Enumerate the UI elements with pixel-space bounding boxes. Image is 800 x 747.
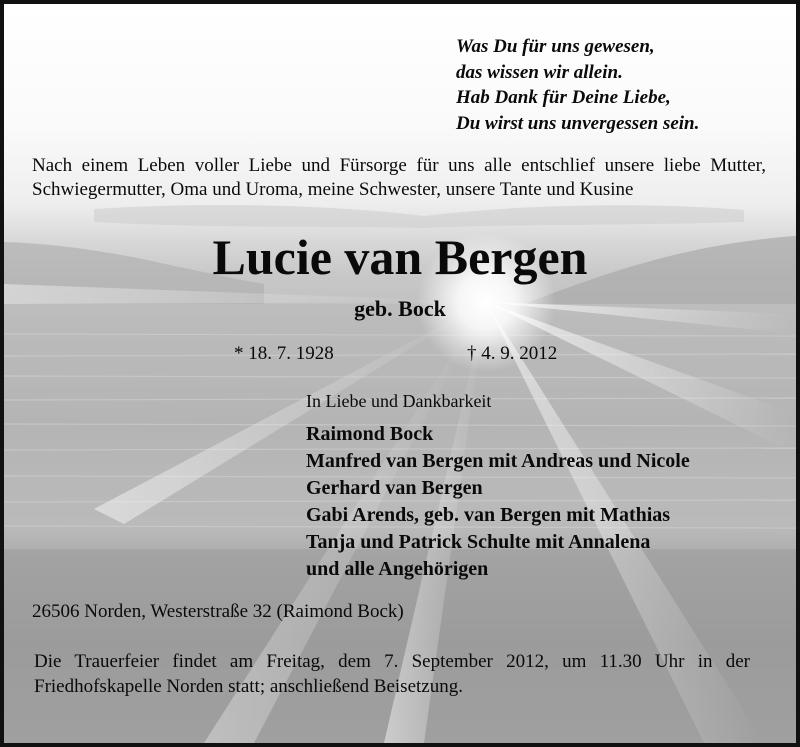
poem-line: Du wirst uns unvergessen sein. [456, 112, 700, 134]
mourner-entry: Manfred van Bergen mit Andreas und Nicole [306, 450, 690, 472]
thanks-line: In Liebe und Dankbarkeit [306, 391, 492, 411]
mourner-entry: und alle Angehörigen [306, 558, 489, 580]
mourner-entry: Raimond Bock [306, 423, 434, 445]
intro-text: Nach einem Leben voller Liebe und Fürsorge für uns alle entschlief unsere liebe Mutter, Schwiegermutter, Oma und Uroma, meine Schwester, unsere Tante und Kusine [32, 155, 766, 200]
mourner-entry: Tanja und Patrick Schulte mit Annalena [306, 531, 651, 553]
poem-verse [456, 34, 699, 136]
poem-line: Was Du für uns gewesen, [456, 36, 655, 57]
cloud-band [94, 205, 744, 228]
mourners-list [306, 421, 690, 583]
poem-line: Hab Dank für Deine Liebe, [456, 87, 671, 108]
funeral-notice: Die Trauerfeier findet am Freitag, dem 7. September 2012, um 11.30 Uhr in der Friedhofskapelle Norden statt; anschließend Beisetzung. [34, 651, 750, 697]
birth-date: * 18. 7. 1928 [234, 343, 334, 364]
mourner-entry: Gerhard van Bergen [306, 477, 483, 499]
birth-name: geb. Bock [354, 296, 446, 321]
mourner-entry: Gabi Arends, geb. van Bergen mit Mathias [306, 504, 671, 526]
deceased-name: Lucie van Bergen [212, 229, 588, 285]
death-date: † 4. 9. 2012 [467, 343, 558, 364]
contact-address: 26506 Norden, Westerstraße 32 (Raimond Bock) [32, 601, 404, 622]
poem-line: das wissen wir allein. [456, 61, 623, 83]
